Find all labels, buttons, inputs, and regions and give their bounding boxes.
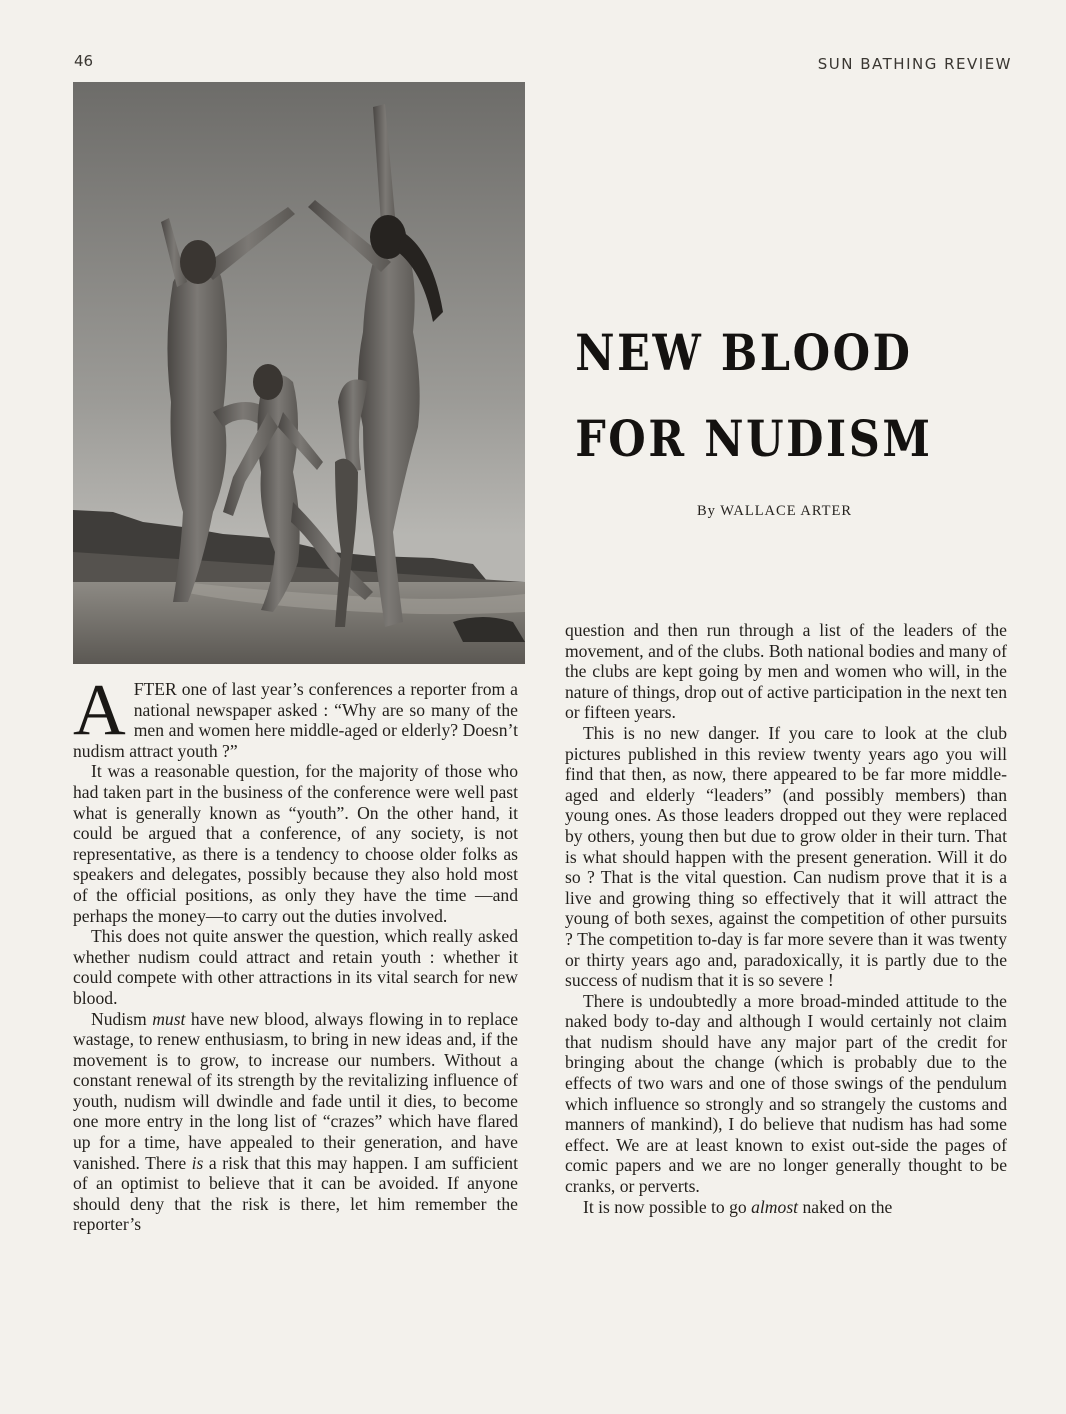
emphasis-is: is xyxy=(191,1152,204,1173)
paragraph-7: There is undoubtedly a more broad-minded attitude to the naked body to-day and although I would certainly not claim that nudism should have any major part of the credit for bringing about the change (which is probably due to the effects of two wars and one of those swings of the pendulum which influence so strongly and so strangely the customs and manners of mankind), I do believe that nudism has had some effect. We are at least known to exist out-side the pages of comic papers and we are no longer generally thought to be cranks, or perverts. xyxy=(565,990,1007,1197)
paragraph-8-text-b: naked on the xyxy=(798,1196,893,1217)
paragraph-5: question and then run through a list of the leaders of the movement, and of the clubs. Both national bodies and many of the clubs are kept going by men and women who will, in the nature of things, drop out of active participation in the next ten or fifteen years. xyxy=(565,620,1007,723)
paragraph-3: This does not quite answer the question, which really asked whether nudism could attract and retain youth : whether it could compete with other attractions in its vital search for new blood. xyxy=(73,926,518,1008)
paragraph-2: It was a reasonable question, for the majority of those who had taken part in the business of the conference were well past what is generally known as “youth”. On the other hand, it could be argued that a conference, of any society, is not representative, as there is a tendency to choose older folks as speakers and delegates, possibly because they also hold most of the official positions, as only they have the time —and perhaps the money—to carry out the duties involved. xyxy=(73,761,518,926)
beach-photo xyxy=(73,82,525,664)
article-title xyxy=(575,310,933,482)
page-number: 46 xyxy=(74,52,94,70)
left-column xyxy=(73,669,518,1235)
title-line-1: NEW BLOOD xyxy=(575,323,913,382)
emphasis-almost: almost xyxy=(751,1196,799,1217)
paragraph-4-text-a: Nudism xyxy=(91,1008,153,1029)
right-column xyxy=(565,620,1007,1217)
paragraph-8 xyxy=(565,1197,1007,1218)
byline: By WALLACE ARTER xyxy=(697,503,853,519)
paragraph-4-text-b: have new blood, always flowing in to replace wastage, to renew enthusiasm, to bring in new ideas and, if the movement is to grow, to increase our numbers. Without a constant renewal of its strength by the revitalizing influence of youth, nudism will dwindle and fade until it dies, to become one more entry in the long list of “crazes” which have flared up for a time, have appealed to their generation, and have vanished. There xyxy=(73,1008,518,1173)
paragraph-4 xyxy=(73,1009,518,1236)
title-line-2: FOR NUDISM xyxy=(575,409,933,468)
paragraph-6: This is no new danger. If you care to look at the club pictures published in this review twenty years ago you will find that then, as now, there appeared to be far more middle-aged and elderly “leaders” (and possibly members) than young ones. As those leaders dropped out they were replaced by others, young then but due to grow older in their turn. That is what should happen with the present generation. Will it do so ? That is the vital question. Can nudism prove that it is a live and growing thing so effectively that it will attract the young of both sexes, against the competition of other pursuits ? The competition to-day is far more severe than it was twenty or thirty years ago and, paradoxically, it is partly due to the success of nudism that it is so severe ! xyxy=(565,722,1007,991)
emphasis-must: must xyxy=(152,1008,186,1029)
paragraph-1 xyxy=(73,669,518,761)
running-head: SUN BATHING REVIEW xyxy=(817,55,1012,73)
drop-cap: A xyxy=(73,669,126,750)
paragraph-8-text-a: It is now possible to go xyxy=(583,1196,752,1217)
paragraph-1-text: FTER one of last year’s conferences a reporter from a national newspaper asked : “Why are so many of the men and women here middle-aged or elderly? Doesn’t nudism attract youth ?” xyxy=(73,679,518,761)
paragraph-4-text-c: a risk that this may happen. I am sufficient of an optimist to believe that it can be avoided. If anyone should deny that the risk is there, let him remember the reporter’s xyxy=(73,1152,518,1235)
